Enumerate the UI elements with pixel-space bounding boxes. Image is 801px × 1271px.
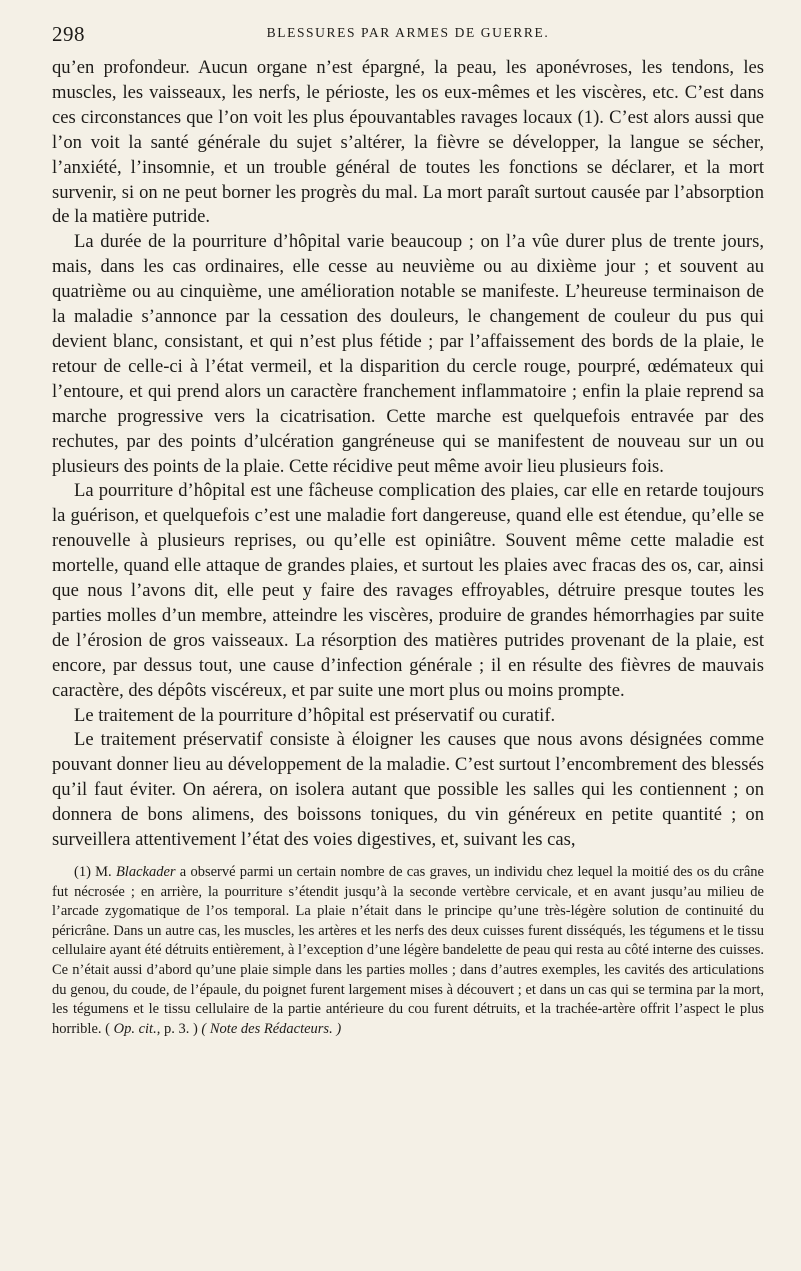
footnote-citation: Op. cit. <box>113 1020 157 1037</box>
footnote <box>52 863 764 1039</box>
page-number: 298 <box>52 22 85 46</box>
paragraph-5: Le traitement préservatif consiste à éloigner les causes que nous avons désignées comme pouvant donner lieu au développement de la maladie. C’est surtout l’encombrement des blessés qu’il faut éviter. On aérera, on isolera autant que possible les salles qui les contiennent ; on donnera de bons alimens, des boissons toniques, du vin généreux en petite quantité ; on surveillera attentivement l’état des voies digestives, et, suivant les cas, <box>52 729 764 851</box>
footnote-author: Blackader <box>115 864 176 880</box>
document-page <box>52 22 764 1252</box>
paragraph-1: qu’en profondeur. Aucun organe n’est épargné, la peau, les aponévroses, les tendons, les muscles, les vaisseaux, les nerfs, le périoste, les os eux-mêmes et les viscères, etc. C’est dans ces circonstances que l’on voit les plus épouvantables ravages locaux (1). C’est alors aussi que l’on voit la santé générale du sujet s’altérer, la fièvre se développer, la langue se sécher, l’anxiété, l’insomnie, et un trouble général de toutes les fonctions se déclarer, et la mort survenir, si on ne peut borner les progrès du mal. La mort paraît surtout causée par l’absorption de la matière putride. <box>52 57 764 228</box>
running-head: BLESSURES PAR ARMES DE GUERRE. <box>266 25 550 40</box>
footnote-page-ref: , p. 3. ) <box>156 1020 202 1037</box>
page-header <box>52 22 764 56</box>
footnote-editor-note: ( Note des Rédacteurs. ) <box>201 1020 342 1037</box>
footnote-text: a observé parmi un certain nombre de cas graves, un individu chez lequel la moitié des os du crâne fut nécrosée ; en arrière, la pourriture s’étendit jusqu’à la seconde vertèbre cervicale, et en avant jusqu’au milieu de l’arcade zygomatique de l’os temporal. La plaie n’était dans le principe qu’une très-légère solution de continuité du péricrâne. Dans un autre cas, les muscles, les artères et les nerfs des deux cuisses furent disséqués, les tégumens et le tissu cellulaire ayant été détruits entièrement, à l’exception d’une légère bandelette de peau qui resta au côté interne des cuisses. Ce n’était aussi d’abord qu’une plaie simple dans les parties molles ; dans d’autres exemples, les cavités des articulations du genou, du coude, de l’épaule, du poignet furent largement mises à découvert ; et dans un cas qui se termina par la mort, les tégumens et le tissu cellulaire de la partie antérieure du cou furent détruits, et la trachée-artère offrit l’aspect le plus horrible. ( <box>52 864 764 1037</box>
paragraph-2: La durée de la pourriture d’hôpital varie beaucoup ; on l’a vûe durer plus de trente jours, mais, dans les cas ordinaires, elle cesse au neuvième ou au dixième jour ; et souvent au quatrième ou au cinquième, une amélioration notable se manifeste. L’heureuse terminaison de la maladie s’annonce par la cessation des douleurs, le changement de couleur du pus qui devient blanc, consistant, et qui n’est plus fétide ; par l’affaissement des bords de la plaie, le retour de celle-ci à l’état vermeil, et la disparition du cercle rouge, pourpré, œdémateux qui l’entoure, et qui prend alors un caractère franchement inflammatoire ; enfin la plaie reprend sa marche progressive vers la cicatrisation. Cette marche est quelquefois entravée par des rechutes, par des points d’ulcération gangréneuse qui se manifestent de nouveau sur un ou plusieurs des points de la plaie. Cette récidive peut même avoir lieu plusieurs fois. <box>52 231 764 477</box>
footnote-marker: (1) M. <box>74 864 116 880</box>
body-text <box>52 56 764 853</box>
paragraph-4: Le traitement de la pourriture d’hôpital est préservatif ou curatif. <box>74 704 556 726</box>
paragraph-3: La pourriture d’hôpital est une fâcheuse complication des plaies, car elle en retarde toujours la guérison, et quelquefois c’est une maladie fort dangereuse, quand elle est étendue, qu’elle se renouvelle à plusieurs reprises, ou qu’elle est opiniâtre. Souvent même cette maladie est mortelle, quand elle attaque de grandes plaies, et surtout les plaies avec fracas des os, car, ainsi que nous l’avons dit, elle peut y faire des ravages effroyables, détruire presque toutes les parties molles d’un membre, atteindre les viscères, produire de grandes hémorrhagies par suite de l’érosion de gros vaisseaux. La résorption des matières putrides provenant de la plaie, est encore, par dessus tout, une cause d’infection générale ; il en résulte des fièvres de mauvais caractère, des dépôts viscéreux, et par suite une mort plus ou moins prompte. <box>52 480 764 701</box>
